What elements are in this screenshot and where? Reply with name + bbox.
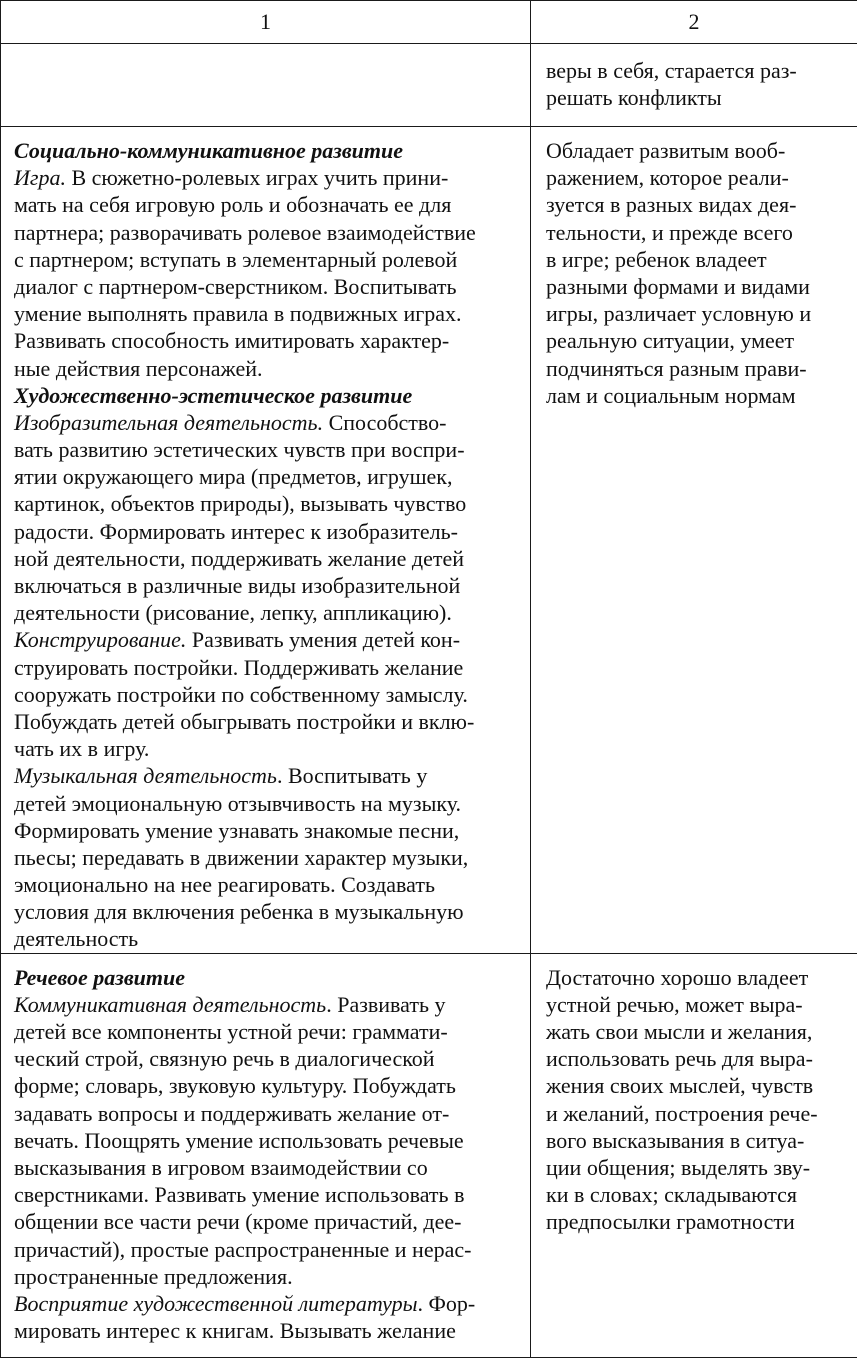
section-heading: Художественно-эстетическое развитие	[14, 382, 520, 409]
subsection-title: Конструирование.	[14, 627, 186, 652]
body-text: радости. Формировать интерес к изобразитель-	[14, 519, 458, 544]
body-text: ческий строй, связную речь в диалогической	[14, 1046, 435, 1071]
text-line	[14, 735, 520, 762]
subsection-title: Коммуникативная деятельность	[14, 992, 326, 1017]
subsection-title: Музыкальная деятельность	[14, 763, 277, 788]
row2-col1	[1, 127, 531, 954]
text-line: Обладает развитым вооб-	[546, 137, 847, 164]
text-line	[14, 246, 520, 273]
body-text: картинок, объектов природы), вызывать чувство	[14, 491, 466, 516]
text-line	[14, 1154, 520, 1181]
text-line: ции общения; выделять зву-	[546, 1154, 847, 1181]
text-line	[14, 1018, 520, 1045]
body-text: . Развивать у	[326, 992, 445, 1017]
text-line	[14, 300, 520, 327]
text-line	[14, 219, 520, 246]
text-line	[14, 844, 520, 871]
text-line	[14, 925, 520, 952]
body-text: пьесы; передавать в движении характер музыки,	[14, 845, 468, 870]
text-line	[14, 273, 520, 300]
body-text: умение выполнять правила в подвижных играх.	[14, 301, 462, 326]
text-line	[14, 654, 520, 681]
body-text: партнера; разворачивать ролевое взаимодействие	[14, 220, 476, 245]
body-text: ятии окружающего мира (предметов, игрушек,	[14, 464, 453, 489]
body-text: детей эмоциональную отзывчивость на музыку.	[14, 791, 461, 816]
text-line	[14, 355, 520, 382]
text-line: Достаточно хорошо владеет	[546, 964, 847, 991]
text-line	[14, 572, 520, 599]
text-line: и желаний, построения рече-	[546, 1100, 847, 1127]
row2-col2	[531, 127, 857, 954]
body-text: включаться в различные виды изобразительной	[14, 573, 460, 598]
text-line	[14, 1236, 520, 1263]
text-line	[14, 790, 520, 817]
body-text: форме; словарь, звуковую культуру. Побуждать	[14, 1073, 456, 1098]
body-text: с партнером; вступать в элементарный ролевой	[14, 247, 457, 272]
text-line: разными формами и видами	[546, 273, 847, 300]
text-line: вого высказывания в ситуа-	[546, 1127, 847, 1154]
text-line: игры, различает условную и	[546, 300, 847, 327]
text-line	[14, 191, 520, 218]
table-row	[1, 44, 857, 127]
body-text: . Воспитывать у	[277, 763, 427, 788]
body-text: сверстниками. Развивать умение использовать в	[14, 1182, 464, 1207]
body-text: пространенные предложения.	[14, 1264, 293, 1289]
text-line: устной речью, может выра-	[546, 991, 847, 1018]
body-text: . Фор-	[418, 1291, 476, 1316]
text-line: зуется в разных видах дея-	[546, 191, 847, 218]
text-line: тельности, и прежде всего	[546, 219, 847, 246]
text-line: в игре; ребенок владеет	[546, 246, 847, 273]
text-line	[14, 1290, 520, 1317]
text-line	[14, 545, 520, 572]
column-header-2: 2	[531, 1, 857, 44]
body-text: причастий), простые распространенные и нерас-	[14, 1237, 471, 1262]
text-line	[14, 762, 520, 789]
table-row	[1, 953, 857, 1357]
body-text: В сюжетно-ролевых играх учить прини-	[66, 165, 448, 190]
text-line	[14, 1317, 520, 1344]
body-text: высказывания в игровом взаимодействии со	[14, 1155, 428, 1180]
text-line	[14, 518, 520, 545]
body-text: Развивать умения детей кон-	[186, 627, 460, 652]
text-line: использовать речь для выра-	[546, 1045, 847, 1072]
body-text: общении все части речи (кроме причастий, дее-	[14, 1209, 461, 1234]
row3-col2	[531, 953, 857, 1357]
text-line	[14, 1208, 520, 1235]
text-line	[14, 327, 520, 354]
body-text: условия для включения ребенка в музыкальную	[14, 899, 464, 924]
text-line	[14, 599, 520, 626]
text-line	[14, 1263, 520, 1290]
body-text: вать развитию эстетических чувств при воспри-	[14, 437, 465, 462]
body-text: Развивать способность имитировать характер-	[14, 328, 449, 353]
section-heading: Социально-коммуникативное развитие	[14, 137, 520, 164]
text-line	[14, 708, 520, 735]
text-line: подчиняться разным прави-	[546, 355, 847, 382]
subsection-title: Изобразительная деятельность.	[14, 410, 323, 435]
body-text: сооружать постройки по собственному замыслу.	[14, 682, 468, 707]
text-line	[14, 409, 520, 436]
text-line	[14, 463, 520, 490]
text-line: предпосылки грамотности	[546, 1208, 847, 1235]
body-text: диалог с партнером-сверстником. Воспитывать	[14, 274, 457, 299]
text-line	[14, 817, 520, 844]
text-line: реальную ситуации, умеет	[546, 327, 847, 354]
body-text: вечать. Поощрять умение использовать речевые	[14, 1128, 464, 1153]
text-line	[14, 871, 520, 898]
text-line: жать свои мысли и желания,	[546, 1018, 847, 1045]
body-text: мать на себя игровую роль и обозначать ее для	[14, 192, 451, 217]
body-text: эмоционально на нее реагировать. Создавать	[14, 872, 435, 897]
body-text: детей все компоненты устной речи: граммати-	[14, 1019, 448, 1044]
body-text: деятельности (рисование, лепку, аппликацию).	[14, 600, 452, 625]
text-line: лам и социальным нормам	[546, 382, 847, 409]
body-text: Побуждать детей обыгрывать постройки и вклю-	[14, 709, 474, 734]
text-line	[14, 1100, 520, 1127]
text-line: решать конфликты	[546, 84, 847, 111]
section-heading: Речевое развитие	[14, 964, 520, 991]
header-row	[1, 1, 857, 44]
body-text: ные действия персонажей.	[14, 356, 263, 381]
text-line	[14, 1045, 520, 1072]
subsection-title: Игра.	[14, 165, 66, 190]
text-line: веры в себя, старается раз-	[546, 57, 847, 84]
body-text: мировать интерес к книгам. Вызывать желание	[14, 1318, 456, 1343]
row1-col2	[531, 44, 857, 127]
text-line	[14, 164, 520, 191]
text-line	[14, 1072, 520, 1099]
body-text: ной деятельности, поддерживать желание детей	[14, 546, 464, 571]
text-line	[14, 1181, 520, 1208]
text-line	[14, 436, 520, 463]
body-text: Формировать умение узнавать знакомые песни,	[14, 818, 459, 843]
text-line	[14, 991, 520, 1018]
text-line: ражением, которое реали-	[546, 164, 847, 191]
text-line: жения своих мыслей, чувств	[546, 1072, 847, 1099]
text-line	[14, 626, 520, 653]
text-line	[14, 898, 520, 925]
body-text: задавать вопросы и поддерживать желание от-	[14, 1101, 449, 1126]
text-line: ки в словах; складываются	[546, 1181, 847, 1208]
text-line	[14, 681, 520, 708]
column-header-1: 1	[1, 1, 531, 44]
text-line	[14, 490, 520, 517]
subsection-title: Восприятие художественной литературы	[14, 1291, 418, 1316]
body-text: деятельность	[14, 926, 138, 951]
table-row	[1, 127, 857, 954]
row3-col1	[1, 953, 531, 1357]
body-text: струировать постройки. Поддерживать желание	[14, 655, 463, 680]
body-text: Способство-	[323, 410, 446, 435]
row1-col1	[1, 44, 531, 127]
text-line	[14, 1127, 520, 1154]
body-text: чать их в игру.	[14, 736, 149, 761]
